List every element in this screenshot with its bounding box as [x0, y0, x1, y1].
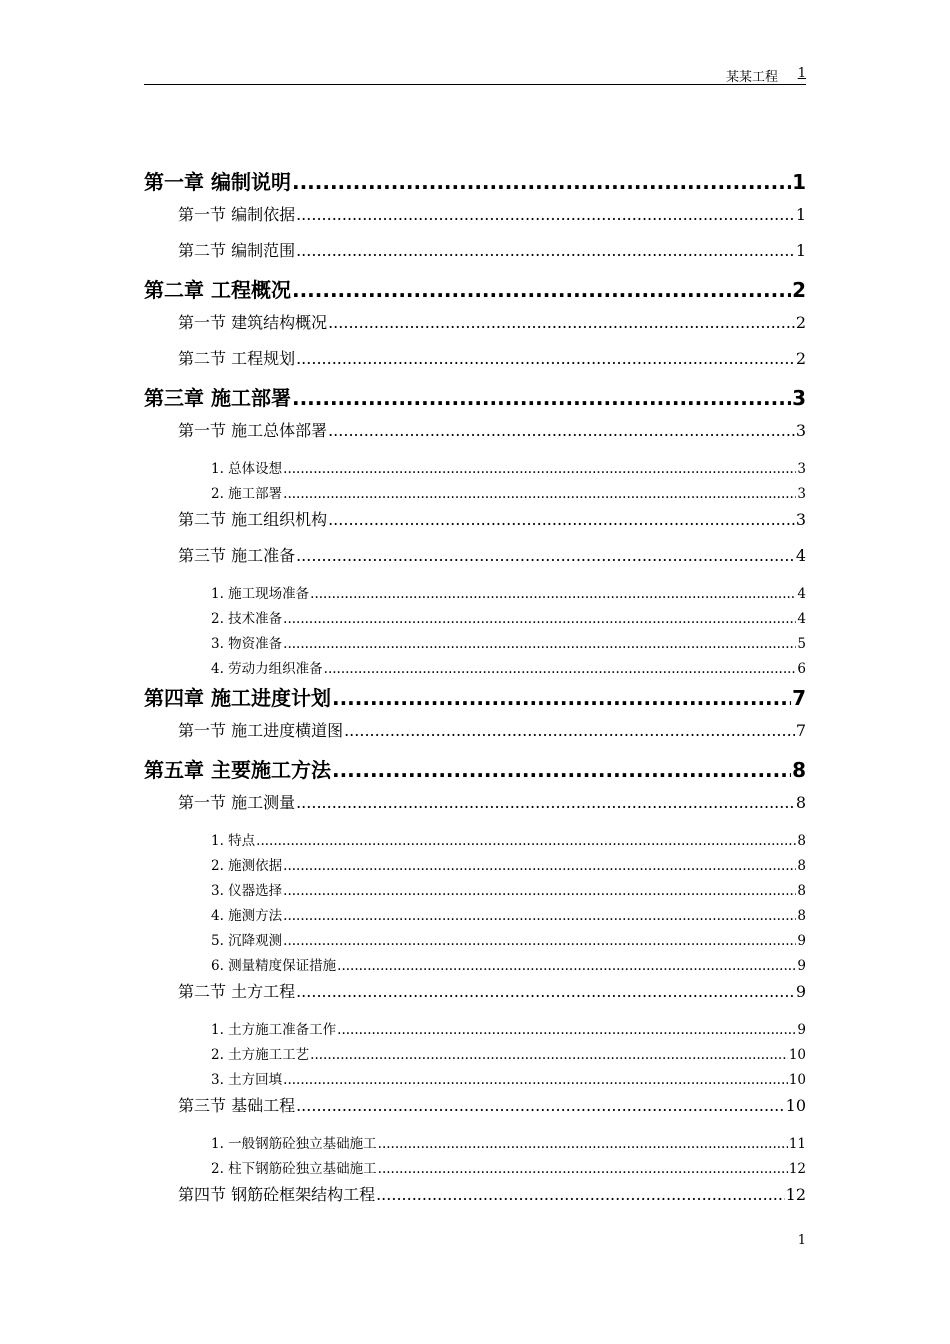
toc-section-entry[interactable]: [144, 238, 806, 274]
toc-item-entry[interactable]: [144, 607, 806, 632]
toc-entry-title: 6. 测量精度保证措施: [211, 958, 337, 974]
toc-entry-page-number: 11: [788, 1136, 806, 1152]
toc-item-entry[interactable]: [144, 1157, 806, 1182]
toc-entry-title: 第二节 编制范围: [178, 241, 296, 260]
dot-leader: [292, 170, 791, 194]
toc-entry-page-number: 3: [795, 510, 806, 529]
dot-leader: [283, 908, 796, 924]
toc-entry-page-number: 1: [795, 205, 806, 224]
toc-chapter-entry[interactable]: [144, 382, 806, 418]
toc-entry-page-number: 8: [797, 858, 806, 874]
dot-leader: [296, 546, 795, 565]
toc-entry-page-number: 5: [797, 636, 806, 652]
toc-chapter-entry[interactable]: [144, 166, 806, 202]
dot-leader: [283, 461, 796, 477]
toc-section-entry[interactable]: [144, 1182, 806, 1218]
toc-item-entry[interactable]: [144, 904, 806, 929]
toc-section-entry[interactable]: [144, 310, 806, 346]
toc-entry-page-number: 12: [788, 1161, 806, 1177]
dot-leader: [256, 833, 796, 849]
toc-section-entry[interactable]: [144, 718, 806, 754]
toc-entry-title: 第四节 钢筋砼框架结构工程: [178, 1185, 376, 1204]
dot-leader: [283, 1072, 788, 1088]
header-title: 某某工程: [725, 70, 778, 85]
toc-entry-page-number: 3: [797, 486, 806, 502]
toc-entry-page-number: 8: [795, 793, 806, 812]
toc-entry-page-number: 1: [792, 170, 806, 194]
toc-entry-title: 1. 一般钢筋砼独立基础施工: [211, 1136, 377, 1152]
toc-item-entry[interactable]: [144, 1132, 806, 1157]
toc-entry-title: 第三节 基础工程: [178, 1096, 296, 1115]
toc-entry-page-number: 8: [792, 758, 806, 782]
toc-entry-page-number: 9: [795, 982, 806, 1001]
toc-entry-page-number: 10: [788, 1072, 806, 1088]
toc-item-entry[interactable]: [144, 632, 806, 657]
toc-section-entry[interactable]: [144, 543, 806, 579]
toc-entry-title: 4. 施测方法: [211, 908, 283, 924]
toc-entry-page-number: 1: [795, 241, 806, 260]
toc-chapter-entry[interactable]: [144, 754, 806, 790]
dot-leader: [283, 611, 796, 627]
toc-entry-title: 1. 总体设想: [211, 461, 283, 477]
dot-leader: [296, 349, 795, 368]
toc-entry-title: 第一节 施工测量: [178, 793, 296, 812]
toc-item-entry[interactable]: [144, 457, 806, 482]
toc-entry-title: 第五章 主要施工方法: [144, 758, 331, 782]
toc-entry-page-number: 3: [797, 461, 806, 477]
toc-entry-title: 第一节 施工进度横道图: [178, 721, 344, 740]
toc-item-entry[interactable]: [144, 1068, 806, 1093]
toc-entry-title: 第一节 建筑结构概况: [178, 313, 328, 332]
dot-leader: [283, 858, 796, 874]
toc-entry-page-number: 4: [795, 546, 806, 565]
toc-section-entry[interactable]: [144, 979, 806, 1015]
dot-leader: [328, 421, 795, 440]
toc-entry-page-number: 10: [785, 1096, 806, 1115]
dot-leader: [328, 510, 795, 529]
toc-entry-title: 3. 物资准备: [211, 636, 283, 652]
toc-entry-title: 2. 技术准备: [211, 611, 283, 627]
toc-section-entry[interactable]: [144, 507, 806, 543]
toc-entry-title: 2. 施工部署: [211, 486, 283, 502]
dot-leader: [344, 721, 795, 740]
toc-item-entry[interactable]: [144, 954, 806, 979]
toc-entry-title: 第二章 工程概况: [144, 278, 291, 302]
toc-item-entry[interactable]: [144, 1018, 806, 1043]
toc-item-entry[interactable]: [144, 582, 806, 607]
toc-entry-page-number: 8: [797, 833, 806, 849]
toc-entry-title: 1. 土方施工准备工作: [211, 1022, 337, 1038]
dot-leader: [296, 241, 795, 260]
toc-entry-page-number: 6: [797, 661, 806, 677]
toc-entry-page-number: 9: [797, 958, 806, 974]
toc-entry-page-number: 4: [797, 611, 806, 627]
dot-leader: [332, 686, 791, 710]
toc-section-entry[interactable]: [144, 202, 806, 238]
toc-entry-title: 第三章 施工部署: [144, 386, 291, 410]
toc-chapter-entry[interactable]: [144, 274, 806, 310]
toc-entry-title: 第三节 施工准备: [178, 546, 296, 565]
dot-leader: [283, 933, 796, 949]
toc-entry-page-number: 9: [797, 1022, 806, 1038]
toc-entry-title: 第二节 施工组织机构: [178, 510, 328, 529]
page-header: [144, 64, 806, 85]
dot-leader: [283, 486, 796, 502]
toc-entry-page-number: 2: [792, 278, 806, 302]
toc-section-entry[interactable]: [144, 790, 806, 826]
dot-leader: [378, 1136, 788, 1152]
toc-item-entry[interactable]: [144, 854, 806, 879]
toc-entry-title: 2. 土方施工工艺: [211, 1047, 310, 1063]
dot-leader: [324, 661, 797, 677]
toc-item-entry[interactable]: [144, 879, 806, 904]
dot-leader: [283, 636, 796, 652]
header-page-number: 1: [797, 66, 806, 81]
toc-entry-title: 4. 劳动力组织准备: [211, 661, 323, 677]
toc-item-entry[interactable]: [144, 657, 806, 682]
toc-entry-title: 第二节 工程规划: [178, 349, 296, 368]
toc-section-entry[interactable]: [144, 1093, 806, 1129]
toc-entry-title: 3. 仪器选择: [211, 883, 283, 899]
toc-entry-page-number: 8: [797, 908, 806, 924]
toc-entry-title: 1. 特点: [211, 833, 256, 849]
toc-entry-page-number: 3: [795, 421, 806, 440]
dot-leader: [310, 1047, 788, 1063]
toc-entry-title: 第一章 编制说明: [144, 170, 291, 194]
toc-entry-title: 2. 施测依据: [211, 858, 283, 874]
dot-leader: [296, 982, 795, 1001]
toc-entry-title: 2. 柱下钢筋砼独立基础施工: [211, 1161, 377, 1177]
table-of-contents: [144, 166, 806, 1218]
dot-leader: [296, 1096, 785, 1115]
toc-entry-title: 第四章 施工进度计划: [144, 686, 331, 710]
toc-section-entry[interactable]: [144, 418, 806, 454]
toc-entry-page-number: 9: [797, 933, 806, 949]
dot-leader: [337, 958, 796, 974]
dot-leader: [283, 883, 796, 899]
toc-entry-title: 3. 土方回填: [211, 1072, 283, 1088]
toc-entry-page-number: 7: [795, 721, 806, 740]
footer-page-number: 1: [797, 1233, 806, 1248]
toc-entry-page-number: 7: [792, 686, 806, 710]
toc-entry-title: 5. 沉降观测: [211, 933, 283, 949]
toc-entry-title: 第二节 土方工程: [178, 982, 296, 1001]
dot-leader: [328, 313, 795, 332]
toc-entry-page-number: 10: [788, 1047, 806, 1063]
toc-item-entry[interactable]: [144, 482, 806, 507]
toc-entry-title: 第一节 编制依据: [178, 205, 296, 224]
toc-item-entry[interactable]: [144, 829, 806, 854]
toc-entry-page-number: 8: [797, 883, 806, 899]
toc-section-entry[interactable]: [144, 346, 806, 382]
toc-item-entry[interactable]: [144, 1043, 806, 1068]
toc-entry-title: 第一节 施工总体部署: [178, 421, 328, 440]
dot-leader: [292, 278, 791, 302]
toc-entry-title: 1. 施工现场准备: [211, 586, 310, 602]
dot-leader: [296, 793, 795, 812]
toc-entry-page-number: 4: [797, 586, 806, 602]
toc-entry-page-number: 12: [785, 1185, 806, 1204]
dot-leader: [296, 205, 795, 224]
toc-item-entry[interactable]: [144, 929, 806, 954]
toc-entry-page-number: 3: [792, 386, 806, 410]
toc-entry-page-number: 2: [795, 349, 806, 368]
toc-entry-page-number: 2: [795, 313, 806, 332]
dot-leader: [376, 1185, 785, 1204]
dot-leader: [292, 386, 791, 410]
toc-chapter-entry[interactable]: [144, 682, 806, 718]
dot-leader: [378, 1161, 788, 1177]
dot-leader: [337, 1022, 796, 1038]
dot-leader: [310, 586, 796, 602]
dot-leader: [332, 758, 791, 782]
